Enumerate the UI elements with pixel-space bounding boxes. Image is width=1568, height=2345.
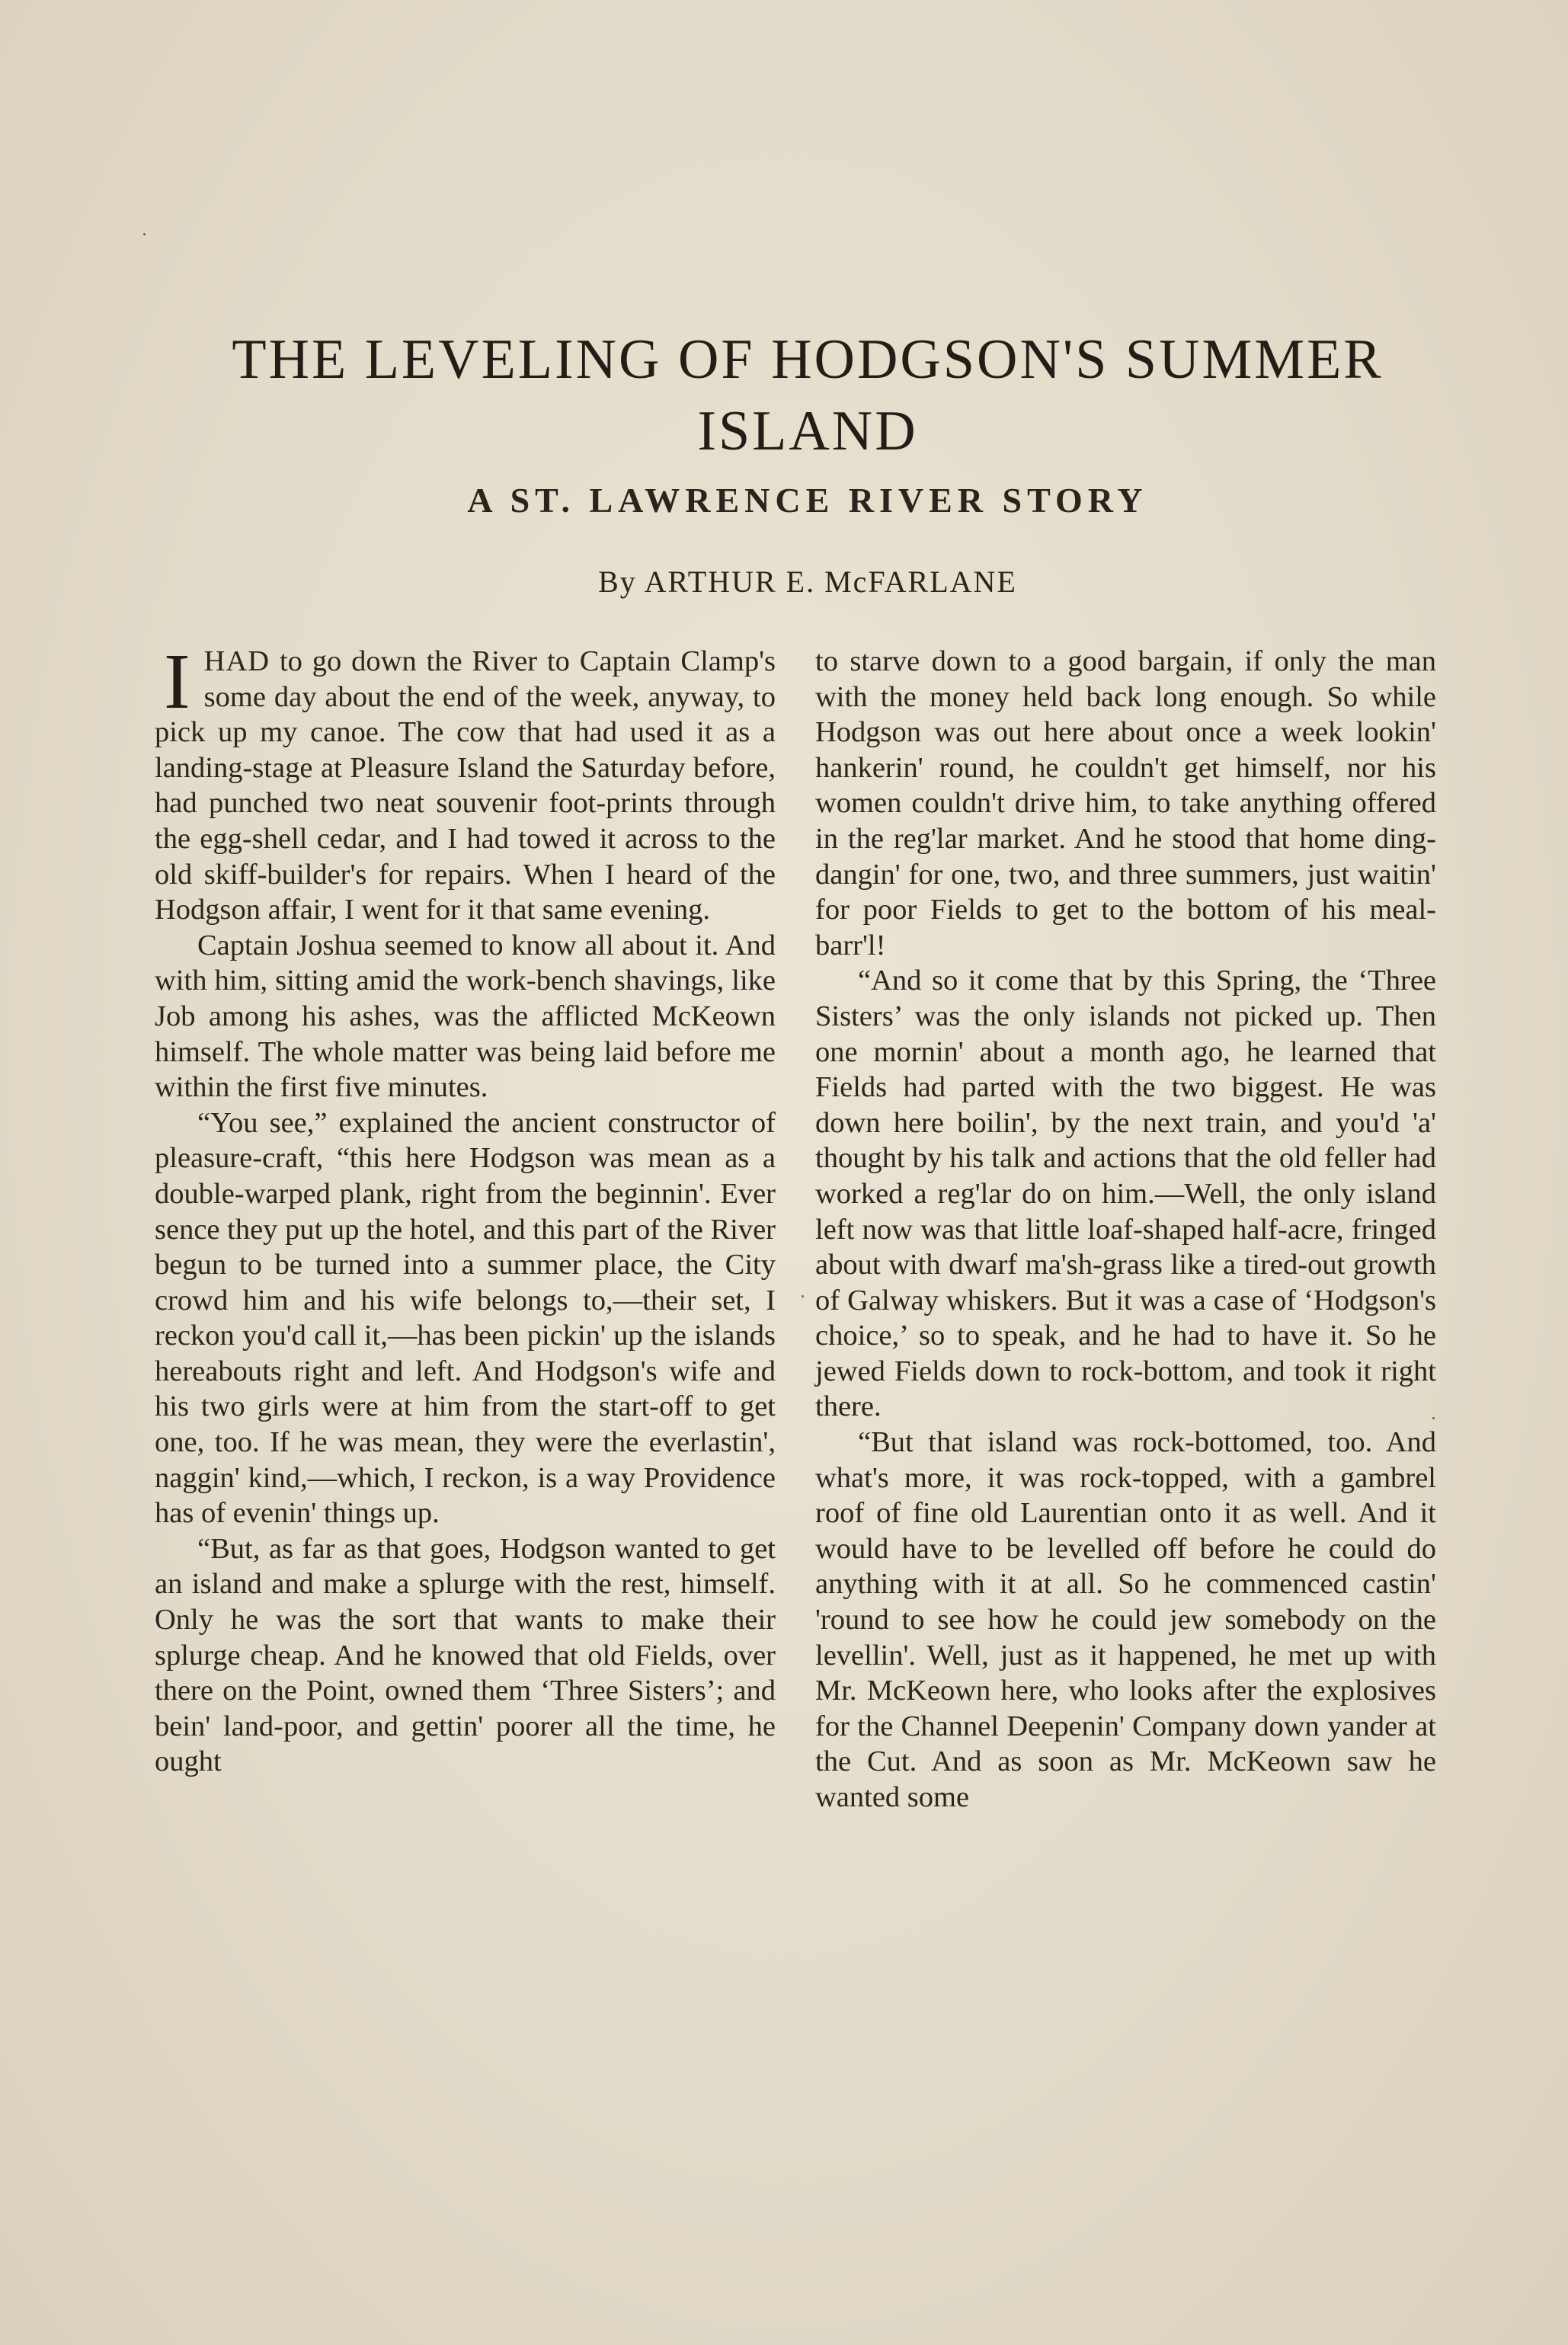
paragraph: “You see,” explained the ancient constructor of pleasure-craft, “this here Hodgson was mean as a double-warped plank, right from the beginnin'. Ever sence they put up the hotel, and this part of the River begun to be turned into a summer place, the City crowd him and his wife belongs to,—their set, I reckon you'd call it,—has been pickin' up the islands hereabouts right and left. And Hodgson's wife and his two girls were at him from the start-off to get one, too. If he was mean, they were the everlastin', naggin' kind,—which, I reckon, is a way Providence has of evenin' things up.	[155, 1106, 776, 1530]
left-column	[155, 638, 776, 1780]
paragraph-text: to go down the River to Captain Clamp's some day about the end of the week, anyway, to pick up my canoe. The cow that had used it as a landing-stage at Pleasure Island the Saturday before, had punched two neat souvenir foot-prints through the egg-shell cedar, and I had towed it across to the old skiff-builder's for repairs. When I heard of the Hodgson affair, I went for it that same evening.	[155, 645, 776, 926]
paper-speck	[802, 1295, 804, 1297]
paragraph: “But, as far as that goes, Hodgson wanted to get an island and make a splurge with the rest, himself. Only he was the sort that wants to make their splurge cheap. And he knowed that old Fields, over there on the Point, owned them ‘Three Sisters’; and bein' land-poor, and gettin' poorer all the time, he ought	[155, 1532, 776, 1778]
article-title: THE LEVELING OF HODGSON'S SUMMER ISLAND	[232, 328, 1384, 462]
article-byline: By ARTHUR E. McFARLANE	[598, 565, 1017, 599]
paper-speck	[143, 233, 146, 235]
paragraph: “But that island was rock-bottomed, too. And what's more, it was rock-topped, with a gambrel roof of fine old Laurentian onto it as well. And it would have to be levelled off before he could do anything with it at all. So he commenced castin' 'round to see how he could jew somebody on the levellin'. Well, just as it happened, he met up with Mr. McKeown here, who looks after the explosives for the Channel Deepenin' Company down yander at the Cut. And as soon as Mr. McKeown saw he wanted some	[815, 1426, 1436, 1813]
paragraph: Captain Joshua seemed to know all about it. And with him, sitting amid the work-bench shavings, like Job among his ashes, was the afflicted McKeown himself. The whole matter was being laid before me within the first five minutes.	[155, 929, 776, 1104]
lead-in-word: HAD	[203, 645, 270, 677]
continued-paragraph: to starve down to a good bargain, if only the man with the money held back long enough. So while Hodgson was out here about once a week lookin' hankerin' round, he couldn't get himself, nor his women couldn't drive him, to take anything offered in the reg'lar market. And he stood that home ding-dangin' for one, two, and three summers, just waitin' for poor Fields to get to the bottom of his meal-barr'l!	[815, 645, 1436, 961]
opening-paragraph	[155, 638, 776, 928]
article-subtitle: A ST. LAWRENCE RIVER STORY	[467, 481, 1148, 520]
right-column	[815, 644, 1436, 1816]
paragraph: “And so it come that by this Spring, the ‘Three Sisters’ was the only islands not picked up. Then one mornin' about a month ago, he learned that Fields had parted with the two biggest. He was down here boilin', by the next train, and you'd 'a' thought by his talk and actions that the old feller had worked a reg'lar do on him.—Well, the only island left now was that little loaf-shaped half-acre, fringed about with dwarf ma'sh-grass like a tired-out growth of Galway whiskers. But it was a case of ‘Hodgson's choice,’ so to speak, and he had to have it. So he jewed Fields down to rock-bottom, and took it right there.	[815, 965, 1436, 1423]
drop-cap: I	[164, 638, 190, 725]
